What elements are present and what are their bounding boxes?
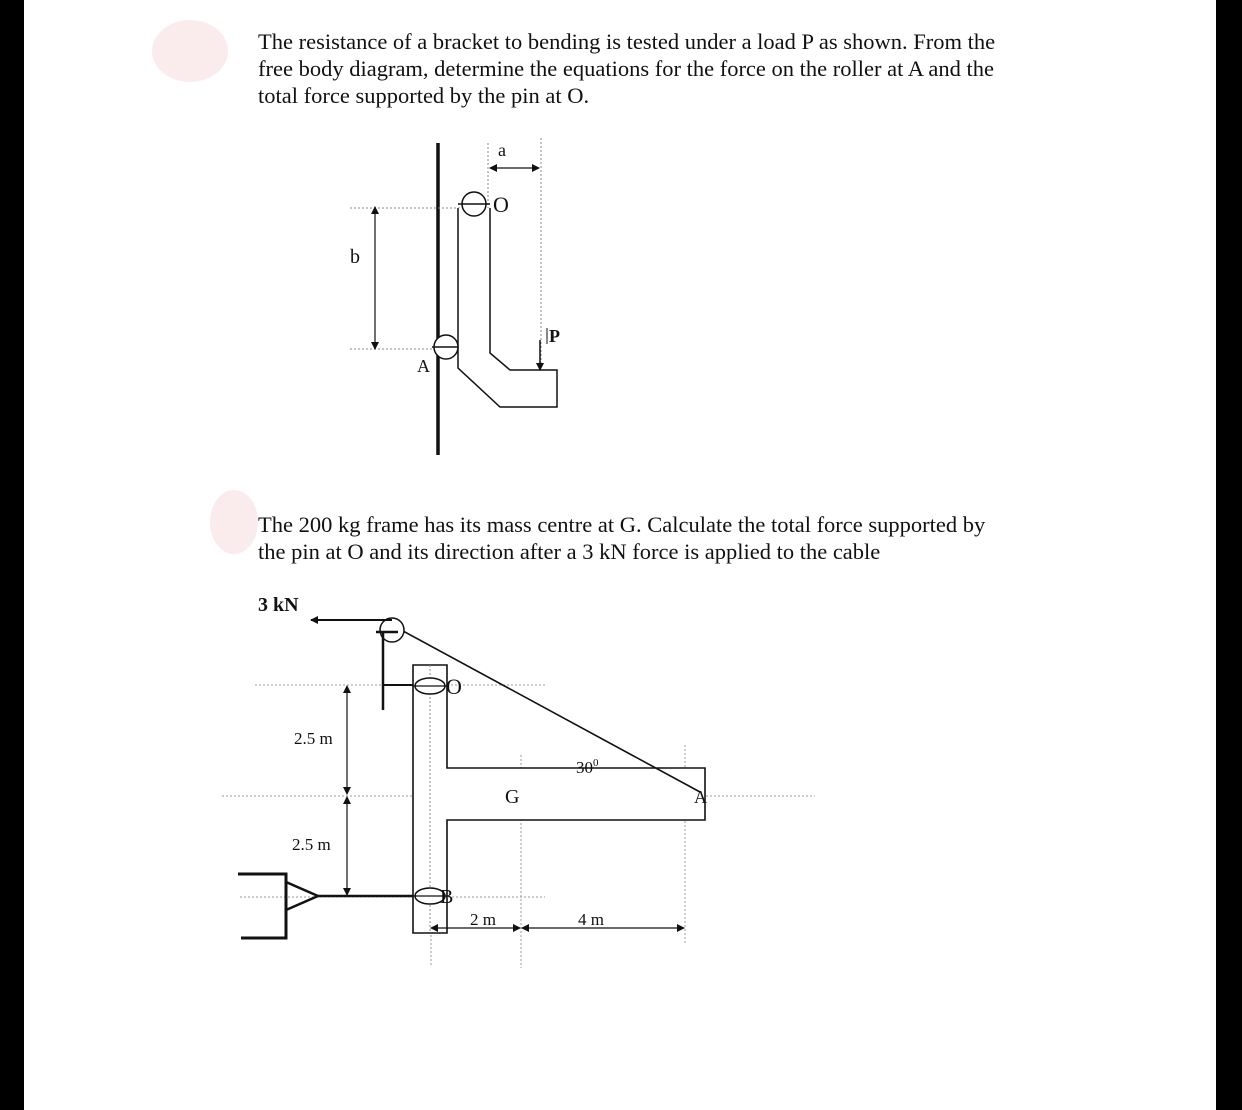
label-p: P	[549, 326, 560, 346]
bracket-body	[458, 208, 557, 407]
problem-1-line-2: free body diagram, determine the equations for the force on the roller at A and the	[258, 56, 994, 81]
label-o-frame: O	[446, 674, 462, 699]
label-b: b	[350, 246, 360, 268]
label-angle-unit: 0	[593, 757, 599, 769]
label-dim-4m: 4 m	[578, 910, 604, 929]
frame-body	[413, 665, 705, 933]
problem-1-line-1: The resistance of a bracket to bending is tested under a load P as shown. From the	[258, 29, 996, 54]
label-dim-2m: 2 m	[470, 910, 496, 929]
bracket-diagram	[350, 138, 557, 455]
label-a: a	[498, 140, 506, 160]
problem-1-line-3: total force supported by the pin at O.	[258, 83, 590, 108]
label-b: B	[440, 886, 454, 908]
label-g: G	[505, 786, 520, 808]
problem-2-line-1: The 200 kg frame has its mass centre at G. Calculate the total force supported by	[258, 512, 986, 537]
label-o: O	[493, 192, 509, 217]
lower-support-link	[286, 882, 318, 910]
problem-2-line-2: the pin at O and its direction after a 3 kN force is applied to the cable	[258, 539, 881, 564]
label-a-roller: A	[417, 356, 430, 376]
label-angle-value: 30	[576, 758, 593, 777]
label-3kn: 3 kN	[258, 594, 299, 616]
label-a-frame: A	[694, 787, 707, 807]
label-dim-upper: 2.5 m	[294, 729, 333, 748]
label-dim-lower: 2.5 m	[292, 835, 331, 854]
lower-support-bracket	[238, 874, 286, 938]
